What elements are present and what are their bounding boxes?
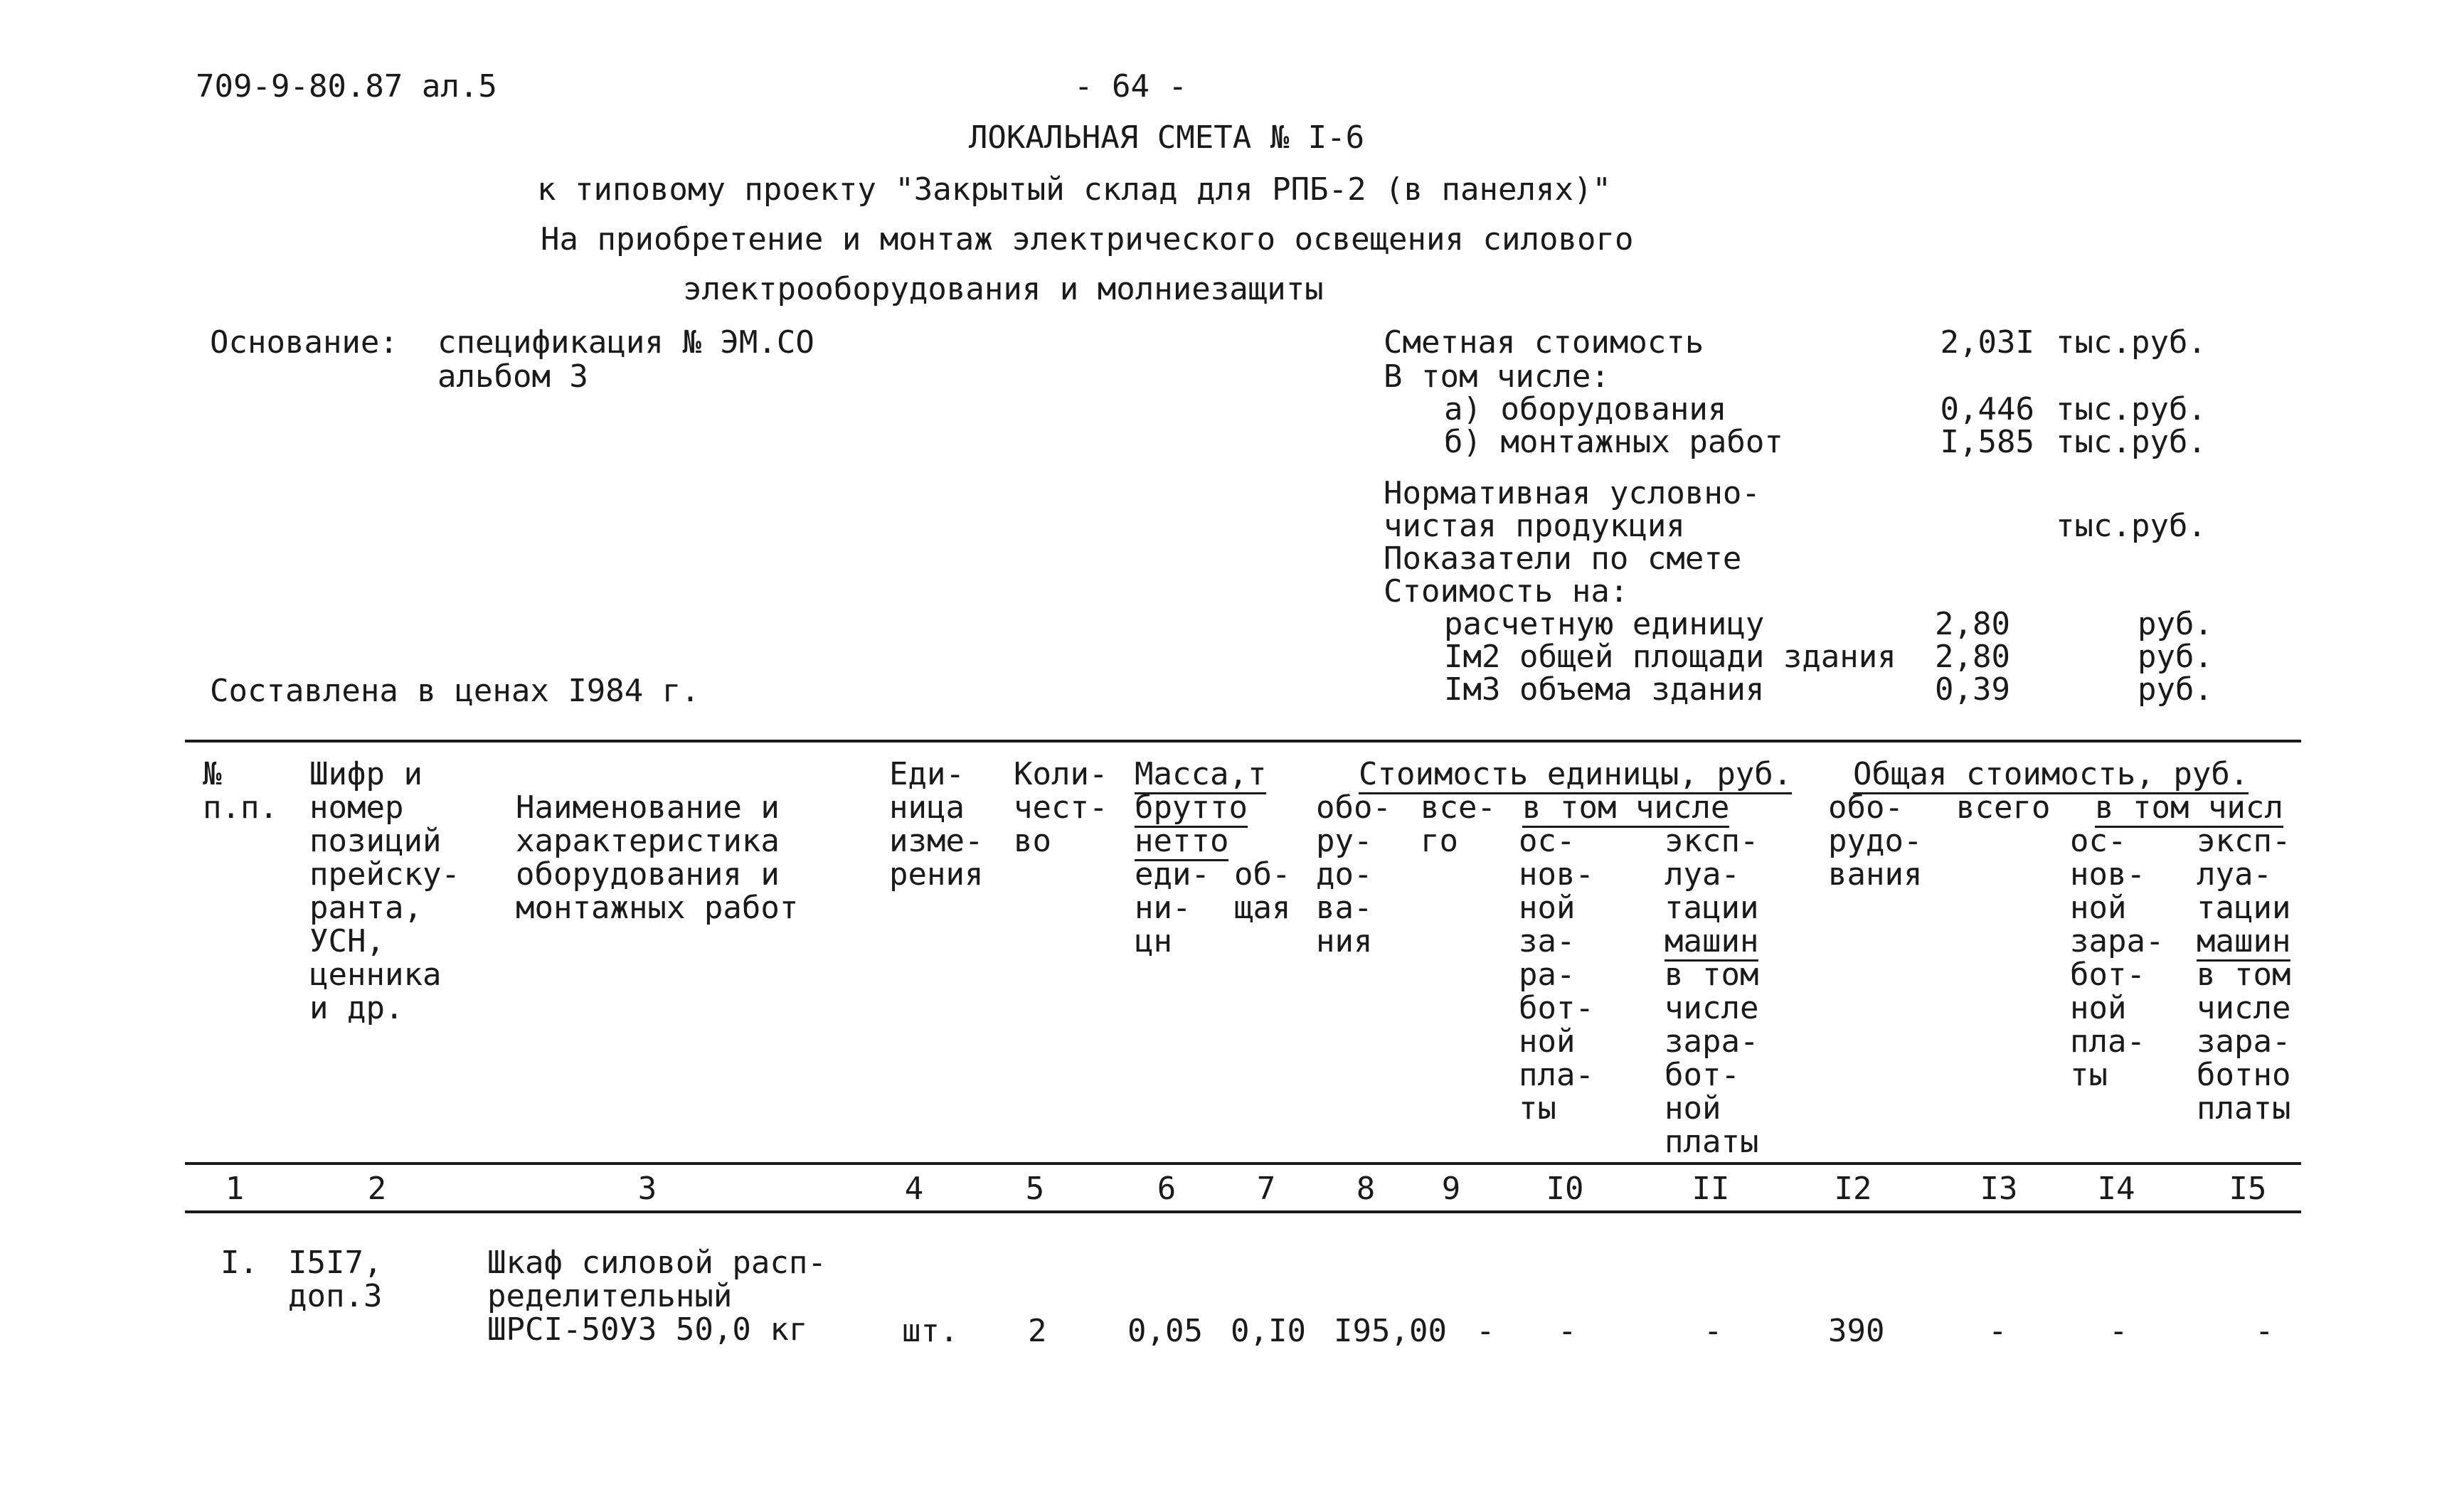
header-name: Наименование и характеристика оборудования и монтажных работ [516, 789, 799, 926]
installation-label: б) монтажных работ [1444, 424, 1783, 460]
header-machine-total-b-label: машин [2197, 923, 2290, 962]
header-total-all: всего [1956, 789, 2051, 826]
normative-unit: тыс.руб. [2056, 508, 2207, 544]
table-top-rule [185, 740, 2301, 742]
row-wage-total: - [2109, 1313, 2128, 1349]
header-netto [1135, 824, 1228, 858]
header-equip-total: обо- рудо- вания [1828, 789, 1923, 893]
equipment-unit: тыс.руб. [2056, 391, 2207, 427]
volume-rub: руб. [2138, 671, 2213, 708]
header-incl-1 [1522, 791, 1729, 824]
col-number-10: I0 [1546, 1171, 1584, 1207]
header-brutto [1135, 791, 1248, 824]
page-number: - 64 - [1074, 68, 1187, 105]
col-number-7: 7 [1256, 1171, 1276, 1207]
normative-label-2: чистая продукция [1384, 508, 1685, 544]
calc-unit-value: 2,80 [1935, 606, 2010, 642]
area-label: Iм2 общей площади здания [1444, 639, 1896, 675]
basis-spec: спецификация № ЭМ.СО [437, 324, 814, 361]
col-number-8: 8 [1356, 1171, 1376, 1207]
header-machine-c: в том числе зара- бот- ной платы [1665, 957, 1759, 1160]
row-total-all: - [1988, 1313, 2007, 1349]
including-label: В том числе: [1384, 358, 1610, 395]
row-unit: шт. [902, 1313, 959, 1349]
col-number-11: II [1692, 1171, 1730, 1207]
header-machine-total-c: в том числе зара- ботно платы [2197, 957, 2291, 1127]
header-total-cost-label: Общая стоимость, руб. [1853, 756, 2248, 794]
row-machine-total: - [2255, 1313, 2274, 1349]
installation-value: I,585 [1940, 424, 2034, 460]
header-wage-total: ос- нов- ной зара- бот- ной пла- ты [2070, 823, 2165, 1093]
header-total-cost [1853, 757, 2248, 791]
col-number-2: 2 [367, 1171, 387, 1207]
calc-unit-label: расчетную единицу [1444, 606, 1765, 642]
header-qty: Коли- чест- во [1014, 756, 1108, 859]
header-bottom-rule [185, 1162, 2301, 1165]
row-name: Шкаф силовой расп- ределительный ШРСI-50УЗ 50,0 кг [487, 1245, 827, 1348]
col-number-1: 1 [225, 1171, 245, 1207]
row-total-unit: - [1476, 1313, 1495, 1349]
header-machine-b [1665, 925, 1758, 958]
row-machine: - [1704, 1313, 1723, 1349]
basis-album: альбом 3 [437, 358, 588, 395]
estimated-cost-unit: тыс.руб. [2056, 324, 2207, 361]
header-equip-unit: обо- ру- до- ва- ния [1316, 789, 1391, 959]
col-number-6: 6 [1157, 1171, 1177, 1207]
subtitle-purpose-cont: электрооборудования и молниезащиты [683, 271, 1324, 307]
header-incl-2-label: в том числ [2095, 789, 2283, 828]
header-brutto-label: брутто [1135, 789, 1248, 828]
col-number-5: 5 [1025, 1171, 1045, 1207]
header-incl-2 [2095, 791, 2283, 824]
header-unit: Еди- ница изме- рения [889, 756, 984, 893]
row-code: I5I7, доп.3 [288, 1245, 383, 1314]
header-mass-label: Масса,т [1135, 756, 1266, 794]
header-incl-1-label: в том числе [1522, 789, 1729, 828]
basis-label: Основание: [210, 324, 398, 361]
normative-label-1: Нормативная условно- [1384, 475, 1761, 511]
row-mass-unit: 0,05 [1127, 1313, 1203, 1349]
col-number-15: I5 [2229, 1171, 2267, 1207]
equipment-label: а) оборудования [1444, 391, 1727, 427]
row-qty: 2 [1028, 1313, 1047, 1349]
header-total-unit: все- го [1421, 789, 1496, 859]
col-number-3: 3 [637, 1171, 657, 1207]
col-number-13: I3 [1980, 1171, 2018, 1207]
header-unit-cost [1359, 757, 1792, 791]
area-rub: руб. [2138, 639, 2213, 675]
header-machine-b-label: машин [1665, 923, 1758, 962]
col-number-9: 9 [1441, 1171, 1461, 1207]
estimated-cost-label: Сметная стоимость [1384, 324, 1704, 361]
row-mass-total: 0,I0 [1231, 1313, 1306, 1349]
estimated-cost-value: 2,03I [1940, 324, 2034, 361]
col-number-14: I4 [2097, 1171, 2135, 1207]
header-netto-label: нетто [1135, 823, 1228, 861]
calc-unit-rub: руб. [2138, 606, 2213, 642]
indicators-label: Показатели по смете [1384, 541, 1742, 577]
document-title: ЛОКАЛЬНАЯ СМЕТА № I-6 [968, 119, 1365, 156]
row-num: I. [221, 1245, 258, 1281]
header-base-wage: ос- нов- ной за- ра- бот- ной пла- ты [1519, 823, 1594, 1127]
col-number-4: 4 [904, 1171, 924, 1207]
subtitle-purpose: На приобретение и монтаж электрического освещения силового [541, 221, 1634, 257]
prices-note: Составлена в ценах I984 г. [210, 673, 700, 709]
header-machine-a: эксп- луа- тации [1665, 823, 1759, 926]
document-code: 709-9-80.87 ал.5 [196, 68, 497, 105]
header-unit-cost-label: Стоимость единицы, руб. [1359, 756, 1792, 794]
header-mass-total: об- щая [1234, 856, 1291, 926]
header-code: Шифр и номер позиций прейску- ранта, УСН, ценника и др. [309, 756, 460, 1026]
equipment-value: 0,446 [1940, 391, 2034, 427]
header-machine-total-a: эксп- луа- тации [2197, 823, 2291, 926]
volume-value: 0,39 [1935, 671, 2010, 708]
row-base-wage: - [1558, 1313, 1577, 1349]
header-num: № п.п. [203, 756, 278, 826]
col-number-12: I2 [1834, 1171, 1872, 1207]
subtitle-project: к типовому проекту "Закрытый склад для РПБ-2 (в панелях)" [537, 171, 1611, 208]
numbers-bottom-rule [185, 1210, 2301, 1213]
area-value: 2,80 [1935, 639, 2010, 675]
row-equip-total: 390 [1828, 1313, 1885, 1349]
cost-on-label: Стоимость на: [1384, 573, 1629, 609]
volume-label: Iм3 объема здания [1444, 671, 1765, 708]
row-equip-cost: I95,00 [1334, 1313, 1447, 1349]
header-machine-total-b [2197, 925, 2290, 958]
header-mass-unit: еди- ни- цн [1135, 856, 1210, 959]
header-mass [1135, 757, 1266, 791]
installation-unit: тыс.руб. [2056, 424, 2207, 460]
